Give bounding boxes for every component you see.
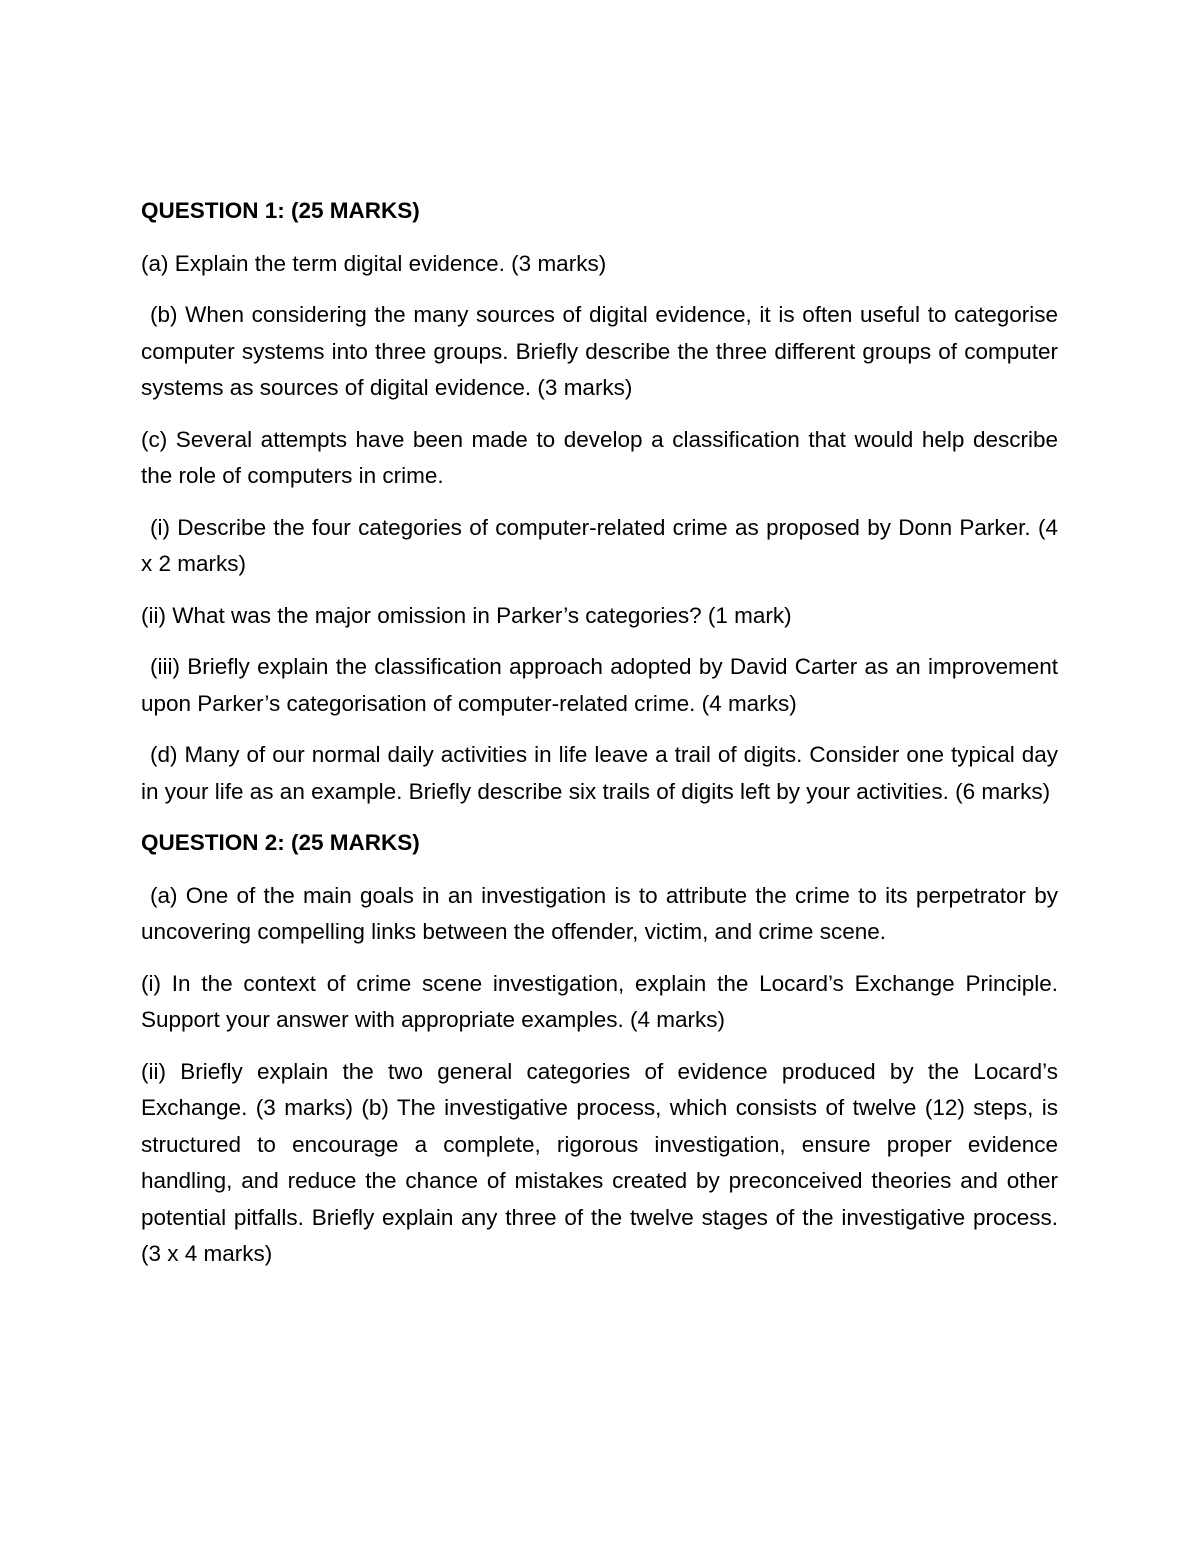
question-1d: (d) Many of our normal daily activities in life leave a trail of digits. Consider one typical day in your life as an example. Briefly describe six trails of digits left by your activities. (6 marks) [141, 742, 1058, 804]
question-1a: (a) Explain the term digital evidence. (3 marks) [141, 250, 607, 276]
question-1-heading: QUESTION 1: (25 MARKS) [141, 198, 420, 223]
question-2a: (a) One of the main goals in an investigation is to attribute the crime to its perpetrator by uncovering compelling links between the offender, victim, and crime scene. [141, 882, 1058, 944]
question-1c-ii: (ii) What was the major omission in Parker’s categories? (1 mark) [141, 602, 792, 628]
question-2-heading: QUESTION 2: (25 MARKS) [141, 830, 420, 855]
question-2a-ii-and-2b: (ii) Briefly explain the two general categories of evidence produced by the Locard’s Exchange. (3 marks) (b) The investigative process, which consists of twelve (12) steps, is structured to encourage a complete, rigorous investigation, ensure proper evidence handling, and reduce the chance of mistakes created by preconceived theories and other potential pitfalls. Briefly explain any three of the twelve stages of the investigative process. (3 x 4 marks) [141, 1058, 1058, 1266]
question-2a-i: (i) In the context of crime scene investigation, explain the Locard’s Exchange Principle. Support your answer with appropriate examples. (4 marks) [141, 970, 1058, 1032]
question-1b: (b) When considering the many sources of digital evidence, it is often useful to categorise computer systems into three groups. Briefly describe the three different groups of computer systems as sources of digital evidence. (3 marks) [141, 302, 1058, 400]
document-page [141, 193, 1058, 1288]
question-1c-iii: (iii) Briefly explain the classification approach adopted by David Carter as an improvement upon Parker’s categorisation of computer-related crime. (4 marks) [141, 654, 1058, 716]
question-1c-i: (i) Describe the four categories of computer-related crime as proposed by Donn Parker. (4 x 2 marks) [141, 514, 1058, 576]
question-1c: (c) Several attempts have been made to develop a classification that would help describe the role of computers in crime. [141, 426, 1058, 488]
